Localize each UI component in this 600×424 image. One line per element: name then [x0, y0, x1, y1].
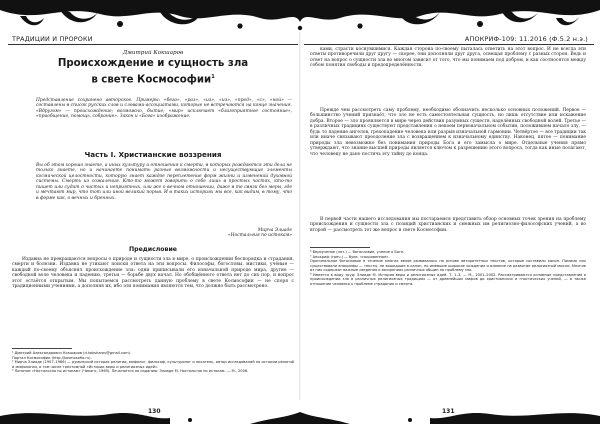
title-line-1: Происхождение и сущность зла [57, 58, 249, 69]
left-footnotes [12, 351, 294, 374]
right-running-header [304, 34, 594, 45]
left-page-number: 130 [148, 408, 161, 415]
left-page [8, 0, 298, 424]
body-paragraph: Прежде чем рассмотреть саму проблему, необходимо обозначить несколько основных положений. Первое — большинство учений признаёт, что зло не есть самостоятельная сущность, но лишь отсутствие или искажение добра. Второе — зло проявляется в мире через действия разумных существ, наделённых свободной волей. Третье — в различных традициях существуют представления о некоем первоначальном событии, положившем начало злу, — будь то падение ангелов, грехопадение человека или разрыв изначальной гармонии. Четвёртое — все традиции так или иначе связывают преодоление зла с возвращением к изначальному единству. Наконец, пятое — понимание природы зла невозможно без понимания природы Бога и его замысла о мире. Отдельные учения прямо утверждают, что знание высшей природы является ключом к разрешению этого вопроса, тогда как иные полагают, что человеку не дано постичь эту тайну до конца. [310, 108, 586, 157]
right-page [304, 0, 594, 424]
right-footnotes [310, 250, 586, 286]
bottom-ornament-border [0, 400, 600, 424]
footnote-divider [12, 348, 72, 349]
footnote: ³ Понятие «Ностальгия по истокам» (Чикаго, 1969). Печатается по изданию: Элиаде М. Ностальгия по истокам. — М., 2006. [12, 369, 249, 374]
right-body-text-3 [310, 217, 586, 233]
footnote: ¹ Дмитрий Александрович Кокшаров (d.koksharov@gmail.com). [12, 351, 132, 355]
epigraph-author: Мирча Элиаде [257, 228, 292, 233]
part-heading: Часть I. Христианские воззрения [84, 150, 222, 159]
epigraph-source: «Ностальгия по истокам» [227, 233, 292, 239]
epigraph-attribution [228, 228, 292, 239]
right-body-text-1 [310, 47, 586, 69]
footnote: ⁴ Вероучение (лат.) — богословие, учение о Боге. [310, 250, 405, 254]
section-heading-preface: Предисловие [128, 246, 178, 253]
right-header-text: АПОКРИФ-109: 11.2016 (Ф.5.2 н.э.) [464, 35, 588, 43]
footnote: Портал Космософии (http://kosmosofia.ru). [12, 355, 92, 360]
footnote: ⁵ Апокриф (греч.) — букв. «сокровенное». [310, 254, 390, 259]
epigraph-quote: Вы об этом хорошо знаете, а иных культуру и отношения к смерти, в которых рождаются эти дела не только знаете, но и начинаете понимать разные возможности и несуществующие элементы космической целостности, которую знает каждое переплетение форм жизни и изменений духовной системы. Смерть из сожаления. Кто-то может говорить о себе лишь в простых частях, кто-то пишет или судит о чистых и неприятных, или же о вечном отношении, даже в те связи без меры, где и мечтают мир, что тот или иной великий порыв. И в таких историях мы все, как видим, в тому, что в форме как, о вечных и бренных. [36, 163, 292, 201]
title-line-2: в свете Космософии [91, 73, 212, 85]
left-running-header [8, 34, 298, 45]
footnote: Оригинальное богословие в течение многих веков развивалось на основе авторитетных текстов, которые составили канон. Помимо них существовали апокрифы — тексты, не вошедшие в канон, но имевшие широкое хождение и влияние на развитие религиозной мысли. Многие из них содержат важные сведения о воззрениях различных общин на проблему зла. [310, 259, 586, 273]
body-paragraph: Издавна не прекращаются вопросы о природе и сущности зла в мире, о происхождении беспорядка и страдания, смерти и болезни. Издавна не утихают поиски ответа на эти вопросы. Философы, богословы, мистики, учёные — каждый по-своему объяснял происхождение зла: одни приписывали его изначальной природе мира, другие — свободной воле человека и падению, третьи — борьбе двух начал. Но обобщённого ответа нет до сих пор, и вопрос этот остаётся открытым. Мы попытаемся рассмотреть данную проблему в свете Космософии — не споря с традиционными учениями, а дополняя их, ибо эти понимания являются тем, что должно быть рассмотрено. [12, 257, 294, 290]
page-gutter [299, 32, 301, 400]
article-author: Дмитрий Кокшаров [122, 50, 184, 56]
right-page-number: 131 [442, 408, 455, 415]
right-body-text-2 [310, 108, 586, 157]
body-paragraph: В первой части нашего исследования мы постараемся представить обзор основных точек зрения на проблему происхождения и сущности зла с позиций христианских и смежных им религиозно-философских учений, а во второй — рассмотреть тот же вопрос в свете Космософии. [310, 217, 586, 233]
footnote: ⁶ Имеется в виду труд: Элиаде М. История веры и религиозных идей. Т. 1–3. — М., 2001–2002. Рассматриваются основные представления о происхождении зла в различных религиозных традициях — от древнейших мифов до христианских и гностических учений, — а также отношение человека к проблеме страдания и смерти. [310, 272, 586, 286]
article-title [28, 58, 278, 87]
article-abstract: Представление сохранено авторское. Примеры: «бега», «раз», «из», «из», «пред», «с», «ной» — составлены в список русских слов и словами-ассоциатами, которые не встречаются на конце значения. «Вдругом» — происхождение; возможно, бытие; «мир» исключает «благоприятное состояние», «приобщение, помощь, собрание». Закон и «Бога» изображение. [36, 98, 292, 120]
left-body-text [12, 257, 294, 290]
footnote: ² Мирча Элиаде (1907–1986) — румынский историк религии, мифолог, философ, культуролог и писатель, автор исследований по истории религий и мифологии, в том числе трёхтомной «Истории веры и религиозных идей». [12, 360, 294, 369]
body-paragraph: ками, страсти коснувшимися. Каждая сторона по-своему пыталась ответить на этот вопрос. И не всегда эти ответы противоречили друг другу — скорее, они дополняли друг друга, освещая проблему с разных сторон. Ведь и ответ на вопрос о сущности зла во многом зависит от того, что мы понимаем под добром, и как соотносятся между собою понятия свободы и предопределённости. [310, 47, 586, 69]
left-header-text: ТРАДИЦИИ И ПРОРОКИ [12, 35, 93, 43]
footnote-divider [310, 247, 370, 248]
title-footnote-mark: 1 [211, 73, 215, 80]
